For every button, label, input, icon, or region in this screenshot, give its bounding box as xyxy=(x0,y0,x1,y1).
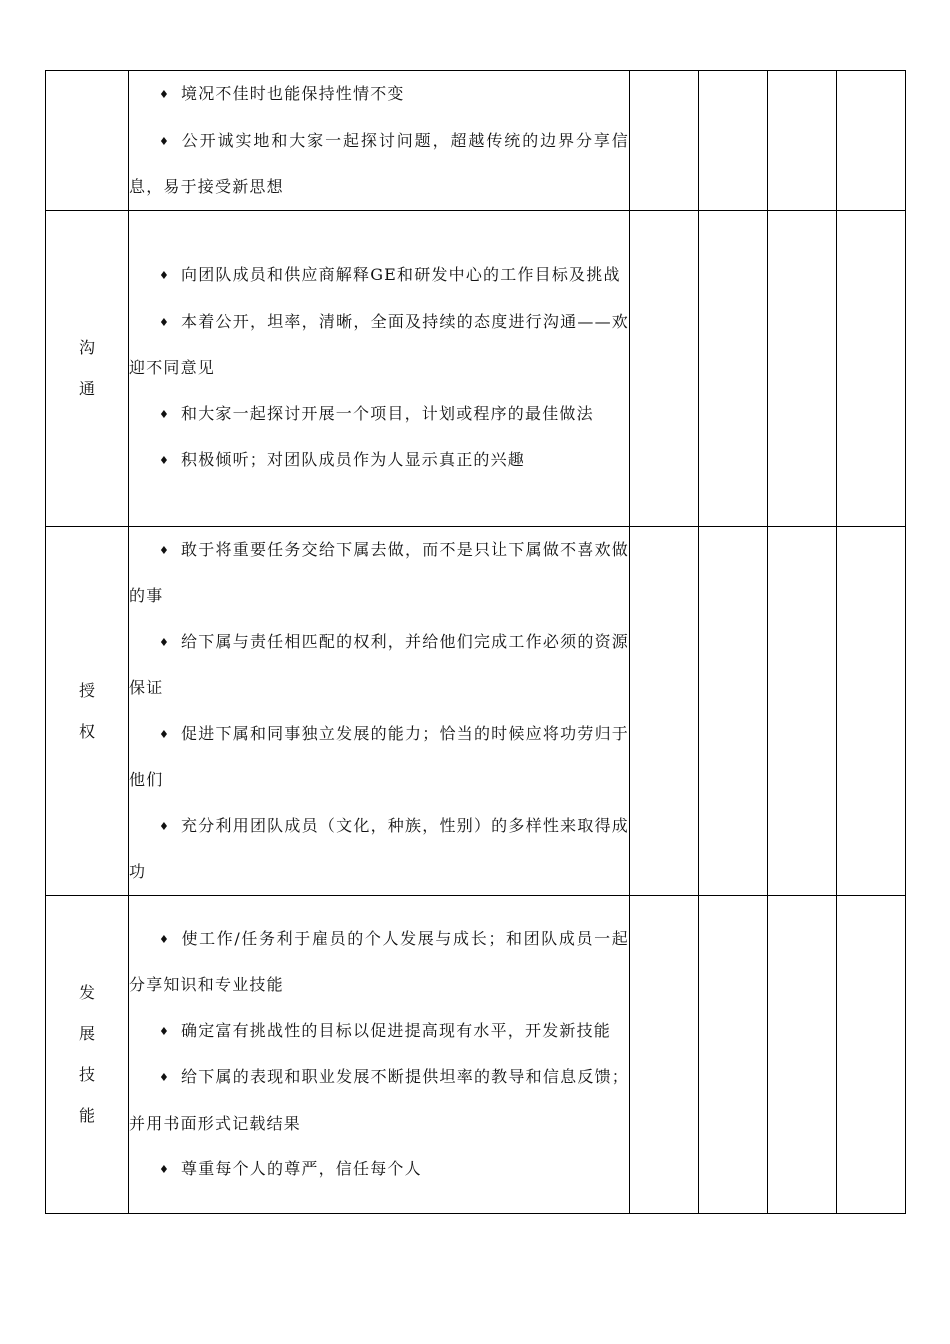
category-char: 能 xyxy=(78,1106,95,1125)
score-cell xyxy=(630,71,699,211)
criteria-text: 境况不佳时也能保持性情不变 xyxy=(181,84,405,103)
table-row xyxy=(46,526,906,895)
description-cell xyxy=(129,895,630,1213)
diamond-bullet-icon: ♦ xyxy=(159,819,171,833)
criteria-item xyxy=(129,527,629,619)
category-cell xyxy=(46,895,129,1213)
diamond-bullet-icon: ♦ xyxy=(159,454,171,468)
diamond-bullet-icon: ♦ xyxy=(159,932,171,946)
criteria-text: 给下属的表现和职业发展不断提供坦率的教导和信息反馈；并用书面形式记载结果 xyxy=(129,1067,629,1133)
criteria-item xyxy=(129,1146,629,1193)
score-cell xyxy=(837,895,906,1213)
criteria-item xyxy=(129,1008,629,1055)
category-cell xyxy=(46,526,129,895)
description-cell xyxy=(129,210,630,526)
diamond-bullet-icon: ♦ xyxy=(159,727,171,741)
criteria-text: 和大家一起探讨开展一个项目，计划或程序的最佳做法 xyxy=(181,403,594,423)
criteria-item xyxy=(129,916,629,1008)
score-cell xyxy=(768,71,837,211)
criteria-item xyxy=(129,619,629,711)
category-char: 通 xyxy=(78,379,95,398)
score-cell xyxy=(630,526,699,895)
description-cell xyxy=(129,526,630,895)
criteria-text: 促进下属和同事独立发展的能力；恰当的时候应将功劳归于他们 xyxy=(129,723,629,789)
score-cell xyxy=(768,526,837,895)
score-cell xyxy=(630,210,699,526)
criteria-text: 使工作/任务利于雇员的个人发展与成长；和团队成员一起分享知识和专业技能 xyxy=(129,928,629,994)
criteria-text: 给下属与责任相匹配的权利，并给他们完成工作必须的资源保证 xyxy=(129,631,629,697)
table-row xyxy=(46,71,906,211)
diamond-bullet-icon: ♦ xyxy=(159,1024,171,1038)
diamond-bullet-icon: ♦ xyxy=(159,635,171,649)
criteria-text: 尊重每个人的尊严，信任每个人 xyxy=(181,1159,422,1178)
criteria-text: 敢于将重要任务交给下属去做，而不是只让下属做不喜欢做的事 xyxy=(129,539,629,605)
category-char: 技 xyxy=(78,1065,95,1084)
criteria-item xyxy=(129,1054,629,1146)
score-cell xyxy=(768,210,837,526)
diamond-bullet-icon: ♦ xyxy=(159,1071,171,1084)
criteria-text: 本着公开，坦率，清晰，全面及持续的态度进行沟通——欢迎不同意见 xyxy=(129,311,629,378)
category-cell xyxy=(46,210,129,526)
criteria-item xyxy=(129,711,629,803)
criteria-text: 公开诚实地和大家一起探讨问题，超越传统的边界分享信息，易于接受新思想 xyxy=(129,130,629,196)
diamond-bullet-icon: ♦ xyxy=(159,134,171,148)
description-cell xyxy=(129,71,630,211)
criteria-text: 确定富有挑战性的目标以促进提高现有水平，开发新技能 xyxy=(181,1020,612,1040)
table-row xyxy=(46,210,906,526)
score-cell xyxy=(837,526,906,895)
criteria-text: 积极倾听；对团队成员作为人显示真正的兴趣 xyxy=(181,450,526,470)
category-cell xyxy=(46,71,129,211)
diamond-bullet-icon: ♦ xyxy=(159,543,171,557)
table-row xyxy=(46,895,906,1213)
criteria-item xyxy=(129,803,629,895)
diamond-bullet-icon: ♦ xyxy=(159,315,171,329)
score-cell xyxy=(699,71,768,211)
criteria-item xyxy=(129,391,629,438)
score-cell xyxy=(837,71,906,211)
score-cell xyxy=(768,895,837,1213)
category-char: 沟 xyxy=(78,338,95,357)
criteria-text: 充分利用团队成员（文化，种族，性别）的多样性来取得成功 xyxy=(129,815,629,881)
diamond-bullet-icon: ♦ xyxy=(159,269,171,283)
score-cell xyxy=(630,895,699,1213)
criteria-item xyxy=(129,118,629,210)
diamond-bullet-icon: ♦ xyxy=(159,88,171,101)
category-char: 权 xyxy=(78,721,95,741)
diamond-bullet-icon: ♦ xyxy=(159,1163,171,1176)
score-cell xyxy=(837,210,906,526)
category-char: 展 xyxy=(78,1024,95,1043)
criteria-item xyxy=(129,299,629,391)
score-cell xyxy=(699,895,768,1213)
criteria-item xyxy=(129,437,629,484)
score-cell xyxy=(699,210,768,526)
score-cell xyxy=(699,526,768,895)
category-char: 授 xyxy=(78,680,95,700)
category-char: 发 xyxy=(78,983,95,1002)
criteria-text: 向团队成员和供应商解释GE和研发中心的工作目标及挑战 xyxy=(181,265,621,285)
criteria-item xyxy=(129,252,629,299)
criteria-item xyxy=(129,71,629,118)
competency-table xyxy=(45,70,906,1214)
diamond-bullet-icon: ♦ xyxy=(159,407,171,421)
